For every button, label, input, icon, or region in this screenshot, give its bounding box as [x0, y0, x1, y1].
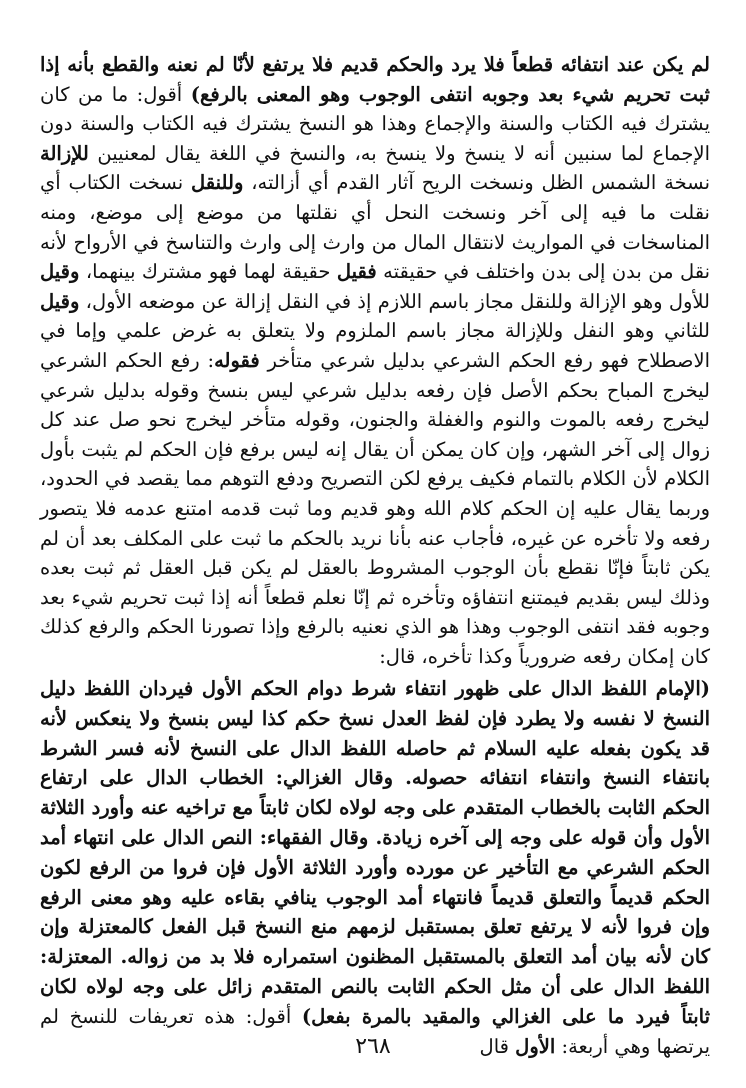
term-awwal: الأول: [515, 1034, 556, 1058]
page-number: ٢٦٨: [355, 1034, 391, 1059]
commentary-text: حقيقة لهما فهو مشترك بينهما،: [79, 260, 337, 284]
term-qila-3: وقيل: [40, 289, 80, 313]
commentary-text: نسخت الكتاب أي نقلت ما فيه إلى آخر ونسخت النحل أي نقلتها من موضع إلى موضع، ومنه المناسخات في المواريث لانتقال المال من وارث إلى وارث والتناسخ في الأرواح لأنه نقل من بدن إلى بدن واختلف في حقيقته: [40, 171, 711, 284]
quoted-matn-definitions: (الإمام اللفظ الدال على ظهور انتفاء شرط دوام الحكم الأول فيردان اللفظ دليل النسخ لا نفسه ولا يطرد فإن لفظ العدل نسخ حكم كذا ليس بنسخ ولا ينعكس لأنه قد يكون بفعله عليه السلام ثم حاصله اللفظ الدال على النسخ لأنه فسر الشرط بانتفاء النسخ وانتفاء انتفائه حصوله. وقال الغزالي: الخطاب الدال على ارتفاع الحكم الثابت بالخطاب المتقدم على وجه لولاه لكان ثابتاً مع تراخيه عنه وأورد الثلاثة الأول وأن قوله على وجه إلى آخره زيادة. وقال الفقهاء: النص الدال على انتهاء أمد الحكم الشرعي مع التأخير عن مورده وأورد الثلاثة الأول فإن فروا من الرفع لكون الحكم قديماً والتعلق قديماً فانتهاء أمد الوجوب ينافي بقاءه عليه وهو معنى الرفع وإن فروا لأنه لا يرتفع تعلق بمستقبل لزمهم منع النسخ قبل الفعل كالمعتزلة وإن كان لأنه بيان أمد التعلق بالمستقبل المظنون استمراره فلا بد من زواله. المعتزلة: اللفظ الدال على أن مثل الحكم الثابت بالنص المتقدم زائل على وجه لولاه لكان ثابتاً فيرد ما على الغزالي والمقيد بالمرة بفعل): [40, 677, 710, 1028]
commentary-text: للثاني وهو النفل وللإزالة مجاز باسم الملزوم ولا يتعلق به غرض علمي وإما في الاصطلاح فهو رفع الحكم الشرعي بدليل شرعي متأخر: [40, 319, 710, 372]
commentary-text: قال: [479, 1034, 516, 1058]
quoted-matn-continuation: لم يكن عند انتفائه قطعاً فلا يرد والحكم قديم فلا يرتفع لأنّا لم نعنه والقطع بأنه إذا ثبت تحريم شيء بعد وجوبه انتفى الوجوب وهو المعنى بالرفع): [40, 53, 710, 106]
matn-paragraph-2: [40, 674, 710, 1061]
term-qila-2: وقيل: [40, 260, 80, 284]
commentary-text: نسخة الشمس الظل ونسخت الريح آثار القدم أي أزالته،: [243, 171, 711, 195]
term-naql: وللنقل: [191, 171, 244, 195]
term-izala: للإزالة: [40, 141, 89, 165]
commentary-text: للأول وهو الإزالة وللنقل مجاز باسم اللازم إذ في النقل إزالة عن موضعه الأول،: [79, 289, 710, 313]
commentary-text: : رفع الحكم الشرعي ليخرج المباح بحكم الأصل فإن رفعه بدليل شرعي ليس بنسخ وقوله بدليل شرعي ليخرج رفعه بالموت والنوم والغفلة والجنون، وقوله متأخر ليخرج نحو صل عند كل زوال إلى آخر الشهر، وإن كان يمكن أن يقال إنه ليس برفع فإن الحكم لم يثبت بأول الكلام لأن الكلام بالتمام فكيف يرفع لكن التصريح ودفع التوهم مما يقصد في الحدود، وربما يقال عليه إن الحكم كلام الله وهو قديم وما ثبت قدمه امتنع عدمه فلا يتصور رفعه ولا تأخره عن غيره، فأجاب عنه بأنا نريد بالحكم ما ثبت على المكلف بعد أن لم يكن ثابتاً فإنّا نقطع بأن الوجوب المشروط بالعقل لم يكن قبل العقل ثم ثبت بعده وذلك ليس بقديم فيمتنع انتفاؤه وتأخره ثم إنّا نعلم قطعاً أنه إذا ثبت تحريم شيء بعد وجوبه فقد انتفى الوجوب وهذا هو الذي نعنيه بالرفع وإذا تصورنا الحكم والرفع كذلك كان إمكان رفعه ضرورياً وكذا تأخره، قال:: [40, 348, 710, 668]
commentary-text: أقول: هذه تعريفات للنسخ لم يرتضها وهي أربعة:: [40, 1004, 710, 1058]
commentary-paragraph-1: [40, 50, 710, 671]
term-faqawluhu: فقوله: [214, 348, 260, 372]
term-qila-1: فقيل: [336, 260, 377, 284]
commentary-text: أقول: ما من كان يشترك فيه الكتاب والسنة والإجماع وهذا هو النسخ يشترك فيه الكتاب والسنة دون الإجماع لما سنبين أنه لا ينسخ ولا ينسخ به، والنسخ في اللغة يقال لمعنيين: [40, 82, 710, 165]
